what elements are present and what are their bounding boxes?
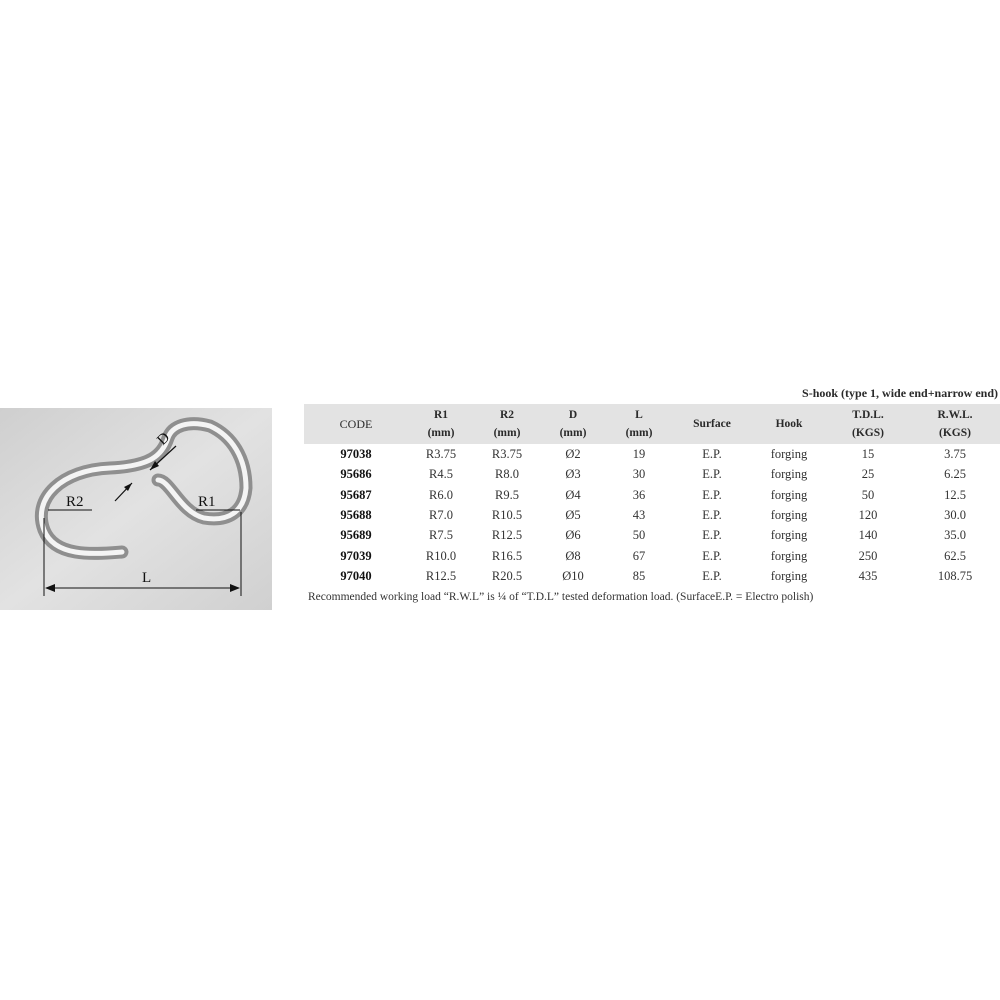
cell-r1: R10.0 [425, 548, 457, 563]
cell-rwl: 108.75 [937, 568, 973, 583]
header-tdl [826, 404, 910, 444]
cell-r2: R8.0 [495, 467, 519, 482]
cell-surface: E.P. [702, 447, 722, 462]
cell-l: 50 [632, 528, 646, 543]
cell-r2: R16.5 [491, 548, 523, 563]
header-l [606, 404, 672, 444]
cell-tdl: 140 [858, 528, 878, 543]
cell-surface: E.P. [702, 548, 722, 563]
cell-r1: R4.5 [429, 467, 453, 482]
header-label: T.D.L. [852, 409, 884, 421]
header-label: R1 [433, 409, 449, 421]
header-surface [672, 404, 752, 444]
header-label: CODE [339, 416, 373, 431]
cell-code: 95689 [340, 528, 372, 543]
cell-code: 95688 [340, 508, 372, 523]
header-label: Surface [693, 418, 731, 430]
r1-label: R1 [198, 494, 216, 510]
cell-tdl: 120 [858, 508, 878, 523]
cell-tdl: 15 [861, 447, 875, 462]
cell-tdl: 50 [861, 487, 875, 502]
cell-code: 95687 [340, 487, 372, 502]
cell-surface: E.P. [702, 487, 722, 502]
l-label: L [142, 570, 152, 586]
cell-hook: forging [770, 568, 808, 583]
cell-hook: forging [770, 508, 808, 523]
cell-d: Ø3 [565, 467, 581, 482]
cell-d: Ø8 [565, 548, 581, 563]
header-unit: (KGS) [939, 427, 971, 439]
cell-l: 67 [632, 548, 646, 563]
header-label: R2 [499, 409, 515, 421]
cell-surface: E.P. [702, 467, 722, 482]
cell-l: 19 [632, 447, 646, 462]
header-unit: (mm) [625, 427, 653, 439]
cell-hook: forging [770, 447, 808, 462]
header-unit: (mm) [493, 427, 521, 439]
cell-r2: R9.5 [495, 487, 519, 502]
cell-rwl: 12.5 [944, 487, 966, 502]
cell-tdl: 250 [858, 548, 878, 563]
footnote: Recommended working load “R.W.L” is ¼ of “T.D.L” tested deformation load. (SurfaceE.P. = Electro polish) [308, 591, 814, 603]
spec-table [304, 404, 1000, 586]
table-row [304, 566, 1000, 586]
cell-rwl: 3.75 [944, 447, 966, 462]
d-label: D [154, 429, 174, 449]
header-r2 [474, 404, 540, 444]
table-row [304, 444, 1000, 464]
cell-rwl: 6.25 [944, 467, 966, 482]
header-d [540, 404, 606, 444]
cell-surface: E.P. [702, 508, 722, 523]
cell-l: 36 [632, 487, 646, 502]
cell-code: 97038 [340, 447, 372, 462]
s-hook-diagram [0, 408, 272, 610]
s-hook-drawing [0, 408, 272, 610]
header-label: D [568, 409, 578, 421]
cell-l: 30 [632, 467, 646, 482]
cell-l: 85 [632, 568, 646, 583]
table-header [304, 404, 1000, 444]
cell-hook: forging [770, 528, 808, 543]
cell-tdl: 25 [861, 467, 875, 482]
cell-r1: R7.5 [429, 528, 453, 543]
cell-l: 43 [632, 508, 646, 523]
header-r1 [408, 404, 474, 444]
cell-r2: R10.5 [491, 508, 523, 523]
cell-r1: R7.0 [429, 508, 453, 523]
table-row [304, 505, 1000, 525]
table-row [304, 525, 1000, 545]
cell-rwl: 62.5 [944, 548, 966, 563]
cell-r2: R20.5 [491, 568, 523, 583]
header-code [304, 404, 408, 444]
r2-label: R2 [66, 494, 84, 510]
cell-d: Ø10 [562, 568, 584, 583]
header-hook [752, 404, 826, 444]
header-label: R.W.L. [937, 409, 973, 421]
header-unit: (KGS) [852, 427, 884, 439]
table-body [304, 444, 1000, 586]
cell-surface: E.P. [702, 568, 722, 583]
header-unit: (mm) [427, 427, 455, 439]
cell-rwl: 30.0 [944, 508, 966, 523]
cell-tdl: 435 [858, 568, 878, 583]
cell-hook: forging [770, 487, 808, 502]
cell-code: 95686 [340, 467, 372, 482]
header-rwl [910, 404, 1000, 444]
cell-r1: R12.5 [425, 568, 457, 583]
cell-code: 97039 [340, 548, 372, 563]
cell-d: Ø5 [565, 508, 581, 523]
cell-d: Ø4 [565, 487, 581, 502]
product-title: S-hook (type 1, wide end+narrow end) [802, 386, 998, 400]
table-row [304, 485, 1000, 505]
cell-r2: R3.75 [491, 447, 523, 462]
cell-hook: forging [770, 548, 808, 563]
cell-code: 97040 [340, 568, 372, 583]
header-row [304, 404, 1000, 444]
cell-d: Ø2 [565, 447, 581, 462]
cell-r1: R6.0 [429, 487, 453, 502]
cell-rwl: 35.0 [944, 528, 966, 543]
header-unit: (mm) [559, 427, 587, 439]
header-label: L [635, 409, 643, 421]
cell-r2: R12.5 [491, 528, 523, 543]
table-row [304, 464, 1000, 484]
cell-surface: E.P. [702, 528, 722, 543]
cell-hook: forging [770, 467, 808, 482]
table-row [304, 545, 1000, 565]
cell-r1: R3.75 [425, 447, 457, 462]
cell-d: Ø6 [565, 528, 581, 543]
header-label: Hook [775, 418, 803, 430]
